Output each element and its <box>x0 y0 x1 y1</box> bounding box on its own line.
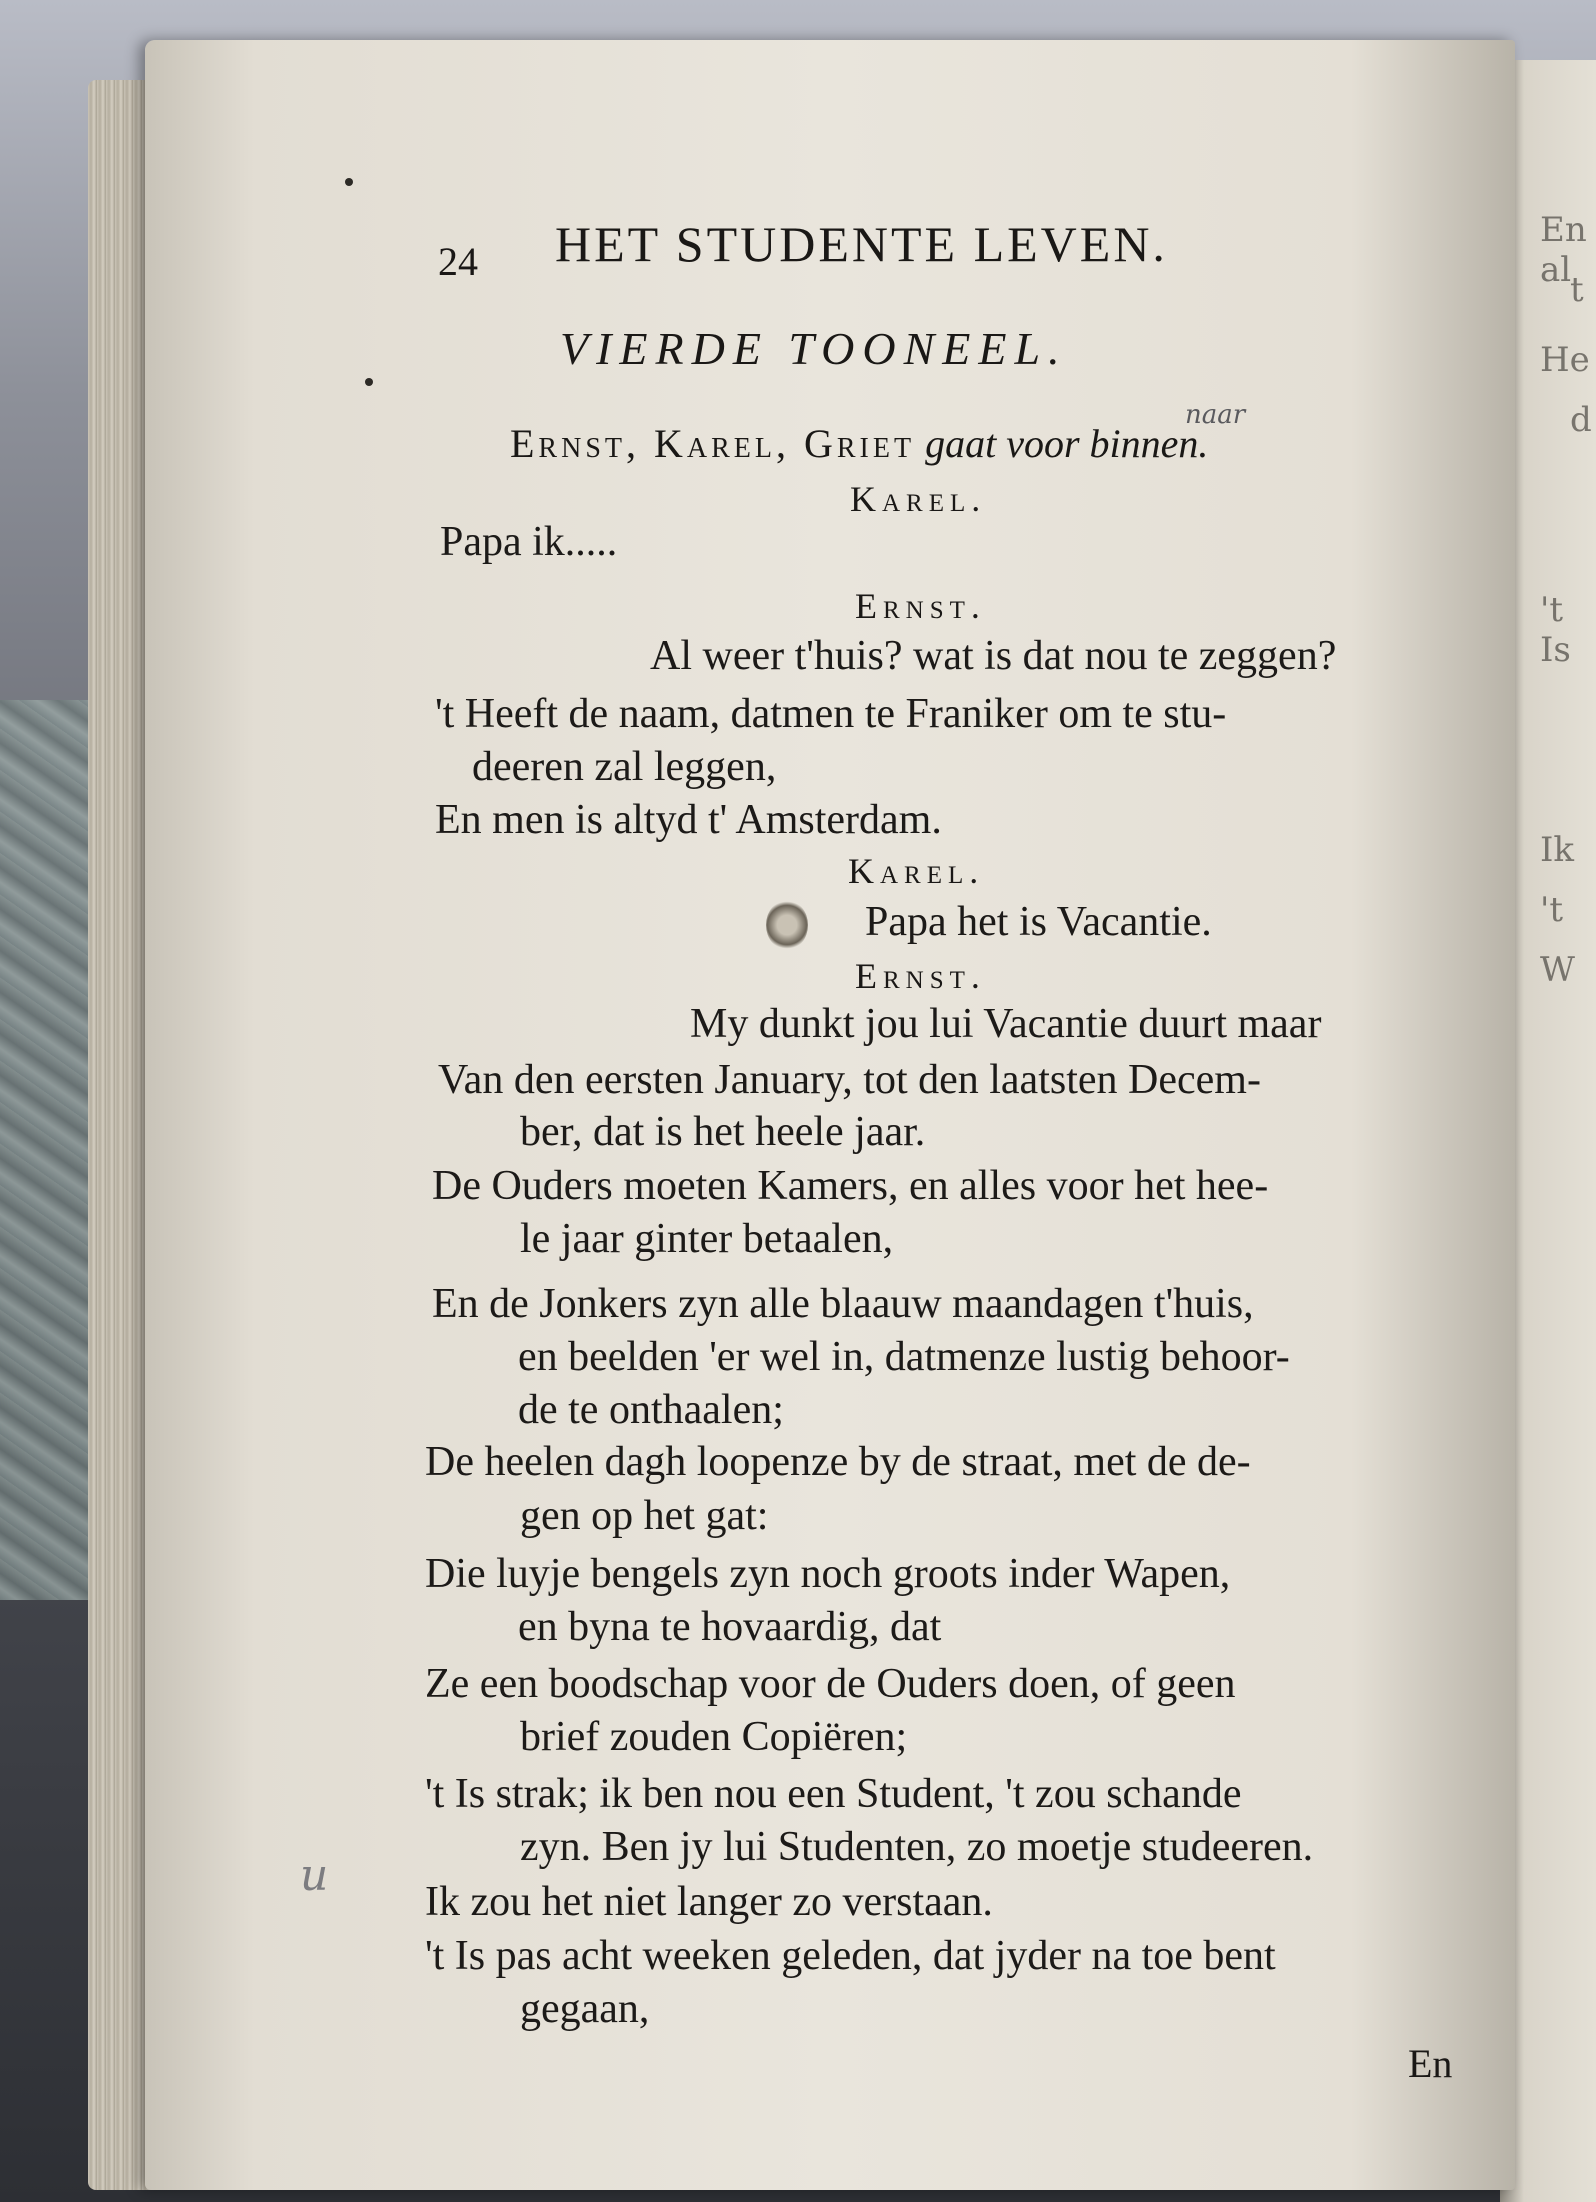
ink-speck <box>345 178 353 186</box>
facing-fragment: t <box>1570 270 1584 310</box>
facing-fragment: 't <box>1540 890 1564 930</box>
text-line: deeren zal leggen, <box>472 744 777 790</box>
text-line: 't Is pas acht weeken geleden, dat jyder na toe bent <box>425 1933 1276 1979</box>
speaker-name: Ernst. <box>855 956 986 996</box>
text-line: Van den eersten January, tot den laatsten Decem- <box>438 1057 1261 1103</box>
facing-fragment: 't Is <box>1540 590 1571 670</box>
text-line: En men is altyd t' Amsterdam. <box>435 797 942 843</box>
facing-fragment: Ik <box>1540 830 1575 870</box>
text-line: Al weer t'huis? wat is dat nou te zeggen? <box>650 633 1337 679</box>
facing-fragment: W <box>1540 950 1575 990</box>
catchword: En <box>1408 2041 1453 2086</box>
facing-fragment: En al <box>1540 210 1587 290</box>
ink-speck <box>365 378 373 386</box>
text-line: brief zouden Copiëren; <box>520 1714 908 1760</box>
text-line: Papa ik..... <box>440 519 618 565</box>
text-line: gen op het gat: <box>520 1493 769 1539</box>
text-line: My dunkt jou lui Vacantie duurt maar <box>690 1001 1322 1047</box>
text-line: zyn. Ben jy lui Studenten, zo moetje studeeren. <box>520 1824 1314 1870</box>
facing-fragment: d <box>1570 400 1592 440</box>
text-line: Papa het is Vacantie. <box>865 899 1212 945</box>
text-line: En de Jonkers zyn alle blaauw maandagen t'huis, <box>432 1281 1254 1327</box>
facing-fragment: He <box>1540 340 1590 380</box>
text-line: Ze een boodschap voor de Ouders doen, of geen <box>425 1661 1236 1707</box>
text-line: 't Heeft de naam, datmen te Franiker om te stu- <box>435 691 1227 737</box>
text-line: ber, dat is het heele jaar. <box>520 1109 926 1155</box>
ink-stain <box>766 900 808 950</box>
running-head: HET STUDENTE LEVEN. <box>555 216 1168 272</box>
text-line: Ik zou het niet langer zo verstaan. <box>425 1879 993 1925</box>
pencil-margin-mark: u <box>300 1850 329 1901</box>
cast-names: Ernst, Karel, Griet <box>510 421 916 466</box>
text-line: De heelen dagh loopenze by de straat, met de de- <box>425 1439 1251 1485</box>
scene-title: VIERDE TOONEEL. <box>560 323 1068 374</box>
text-line: De Ouders moeten Kamers, en alles voor het hee- <box>432 1163 1269 1209</box>
speaker-name: Karel. <box>850 479 987 519</box>
text-line: en beelden 'er wel in, datmenze lustig behoor- <box>518 1334 1290 1380</box>
text-line: 't Is strak; ik ben nou een Student, 't zou schande <box>425 1771 1242 1817</box>
text-line: gegaan, <box>520 1986 650 2032</box>
text-line: de te onthaalen; <box>518 1387 784 1433</box>
speaker-name: Karel. <box>848 851 985 891</box>
text-line: le jaar ginter betaalen, <box>520 1216 894 1262</box>
handwritten-annotation: naar <box>1185 400 1246 430</box>
text-line: Die luyje bengels zyn noch groots inder Wapen, <box>425 1551 1231 1597</box>
speaker-name: Ernst. <box>855 586 986 626</box>
page-number: 24 <box>438 239 478 284</box>
stage-direction: gaat voor binnen. <box>925 421 1209 466</box>
cast-line <box>510 420 1208 467</box>
text-line: en byna te hovaardig, dat <box>518 1604 942 1650</box>
